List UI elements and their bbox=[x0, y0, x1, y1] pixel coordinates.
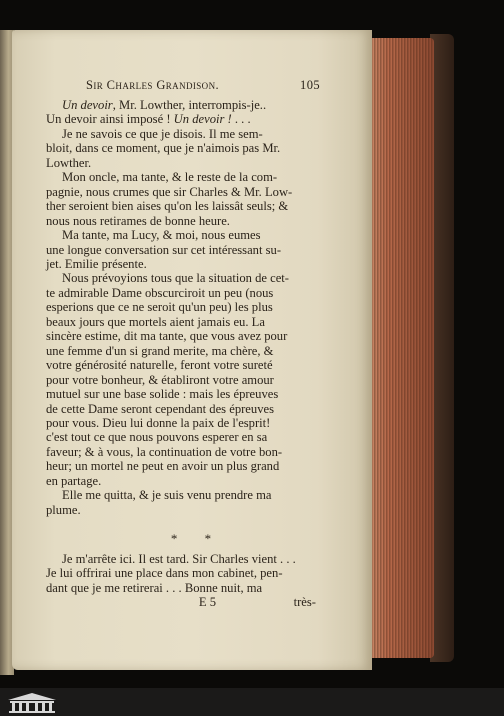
running-header bbox=[86, 78, 320, 93]
text-line: en partage. bbox=[46, 473, 102, 488]
text-line: jet. Emilie présente. bbox=[46, 256, 147, 271]
text-line: mutuel sur une base solide : mais les épreuves bbox=[46, 387, 279, 402]
text-line: une longue conversation sur cet intéressant su- bbox=[46, 242, 282, 257]
text-fragment: . . . bbox=[231, 112, 251, 127]
page-fore-edge bbox=[368, 38, 434, 658]
text-line: Nous prévoyions tous que la situation de cet- bbox=[62, 271, 289, 286]
text-line: sincère estime, dit ma tante, que vous avez pour bbox=[46, 329, 288, 344]
running-head: Sir Charles Grandison. bbox=[86, 78, 219, 92]
library-building-icon bbox=[4, 691, 60, 713]
text-line: c'est tout ce que nous pouvons esperer en sa bbox=[46, 430, 268, 445]
text-fragment: Un devoir ainsi imposé ! bbox=[46, 112, 174, 127]
text-line: dant que je me retirerai . . . Bonne nuit, ma bbox=[46, 580, 263, 595]
text-line: esperions que ce ne seroit qu'un peu) les plus bbox=[46, 300, 273, 315]
text-line: ther seroient bien aises qu'on les laissât seuls; & bbox=[46, 199, 289, 214]
italic-phrase: Un devoir ! bbox=[173, 112, 232, 127]
text-line: Elle me quitta, & je suis venu prendre ma bbox=[62, 488, 272, 503]
text-line: bloit, dans ce moment, que je n'aimois pas Mr. bbox=[46, 141, 281, 156]
text-line: votre générosité naturelle, feront votre sureté bbox=[46, 358, 273, 373]
text-line: Lowther. bbox=[46, 155, 92, 170]
page-text bbox=[46, 98, 318, 609]
text-line: te admirable Dame obscurciroit un peu (nous bbox=[46, 285, 274, 300]
signature-mark: E 5 bbox=[198, 594, 216, 609]
text-line: Mon oncle, ma tante, & le reste de la com- bbox=[62, 170, 278, 185]
text-line: Ma tante, ma Lucy, & moi, nous eumes bbox=[62, 228, 261, 243]
text-fragment: , Mr. Lowther, interrompis-je.. bbox=[112, 98, 267, 112]
text-line: Je lui offrirai une place dans mon cabinet, pen- bbox=[46, 566, 283, 581]
text-line: pagnie, nous crumes que sir Charles & Mr. Low- bbox=[46, 184, 293, 199]
text-line bbox=[46, 98, 318, 112]
text-line: beaux jours que mortels aient jamais eu. La bbox=[46, 314, 265, 329]
spacer bbox=[46, 517, 318, 532]
text-line: faveur; & à vous, la continuation de votre bon- bbox=[46, 444, 283, 459]
text-line: heur; un mortel ne peut en avoir un plus grand bbox=[46, 459, 280, 474]
library-logo-strip bbox=[0, 688, 504, 716]
text-line: pour votre bonheur, & établiront votre amour bbox=[46, 372, 274, 387]
text-line bbox=[46, 112, 318, 126]
section-break-asterisks: * * bbox=[170, 531, 224, 547]
page-number: 105 bbox=[300, 78, 320, 92]
text-line: Je m'arrête ici. Il est tard. Sir Charles vient . . . bbox=[62, 551, 296, 566]
text-line: de cette Dame seront cependant des épreuves bbox=[46, 401, 274, 416]
text-line: une femme d'un si grand merite, ma chère, & bbox=[46, 343, 274, 358]
catchword: très- bbox=[293, 594, 316, 609]
page-footer bbox=[46, 595, 318, 609]
text-line: nous nous retirames de bonne heure. bbox=[46, 213, 230, 228]
text-line: Je ne savois ce que je disois. Il me sem- bbox=[62, 126, 263, 141]
italic-phrase: Un devoir bbox=[62, 98, 113, 112]
text-line: plume. bbox=[46, 502, 81, 517]
text-line: pour vous. Dieu lui donne la paix de l'esprit! bbox=[46, 415, 271, 430]
